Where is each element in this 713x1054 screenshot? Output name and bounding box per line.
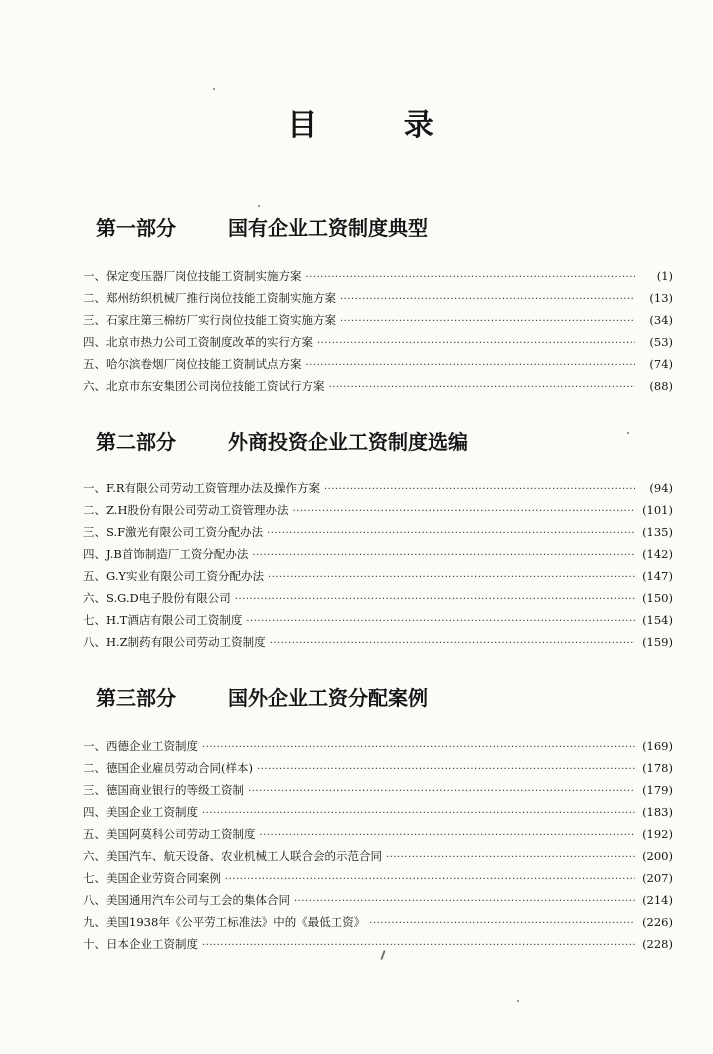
section-part-label: 第二部分: [96, 430, 176, 454]
dot-leader: [270, 638, 635, 649]
dot-leader: [324, 484, 635, 495]
toc-entry-page: (200): [642, 849, 673, 863]
dot-leader: [260, 830, 636, 841]
page-title: 目 录: [287, 108, 472, 143]
dot-leader: [317, 338, 635, 349]
toc-entry-page: (228): [642, 937, 673, 951]
toc-entry-page: (53): [649, 335, 673, 349]
toc-entry[interactable]: [83, 334, 673, 356]
dot-leader: [252, 550, 635, 561]
scan-speck: [517, 1000, 519, 1002]
toc-entry-page: (183): [642, 805, 673, 819]
toc-entry-title: 六、S.G.D电子股份有限公司: [83, 591, 231, 605]
toc-entry-page: (226): [642, 915, 673, 929]
toc-entry-title: 九、美国1938年《公平劳工标准法》中的《最低工资》: [83, 915, 366, 929]
toc-entry-title: 六、美国汽车、航天设备、农业机械工人联合会的示范合同: [83, 849, 382, 863]
toc-entry-page: (135): [642, 525, 673, 539]
dot-leader: [246, 616, 635, 627]
toc-entry-page: (74): [649, 357, 673, 371]
toc-entry-page: (147): [642, 569, 673, 583]
toc-entry-title: 五、G.Y实业有限公司工资分配办法: [83, 569, 265, 583]
toc-entry-title: 四、J.B首饰制造厂工资分配办法: [83, 547, 249, 561]
toc-entry-page: (169): [642, 739, 673, 753]
toc-entry-page: (88): [649, 379, 673, 393]
toc-entry-page: (179): [642, 783, 673, 797]
toc-entry[interactable]: [83, 356, 673, 378]
dot-leader: [202, 940, 635, 951]
dot-leader: [202, 808, 635, 819]
toc-entry-page: (94): [649, 481, 673, 495]
toc-entry-title: 二、Z.H股份有限公司劳动工资管理办法: [83, 503, 289, 517]
toc-entry-title: 一、保定变压器厂岗位技能工资制实施方案: [83, 269, 302, 283]
toc-entry-title: 一、F.R有限公司劳动工资管理办法及操作方案: [83, 481, 320, 495]
toc-entry-title: 六、北京市东安集团公司岗位技能工资试行方案: [83, 379, 325, 393]
toc-entry[interactable]: [83, 826, 673, 848]
dot-leader: [257, 764, 635, 775]
toc-entry[interactable]: [83, 590, 673, 612]
dot-leader: [306, 272, 636, 283]
toc-entry-page: (142): [642, 547, 673, 561]
toc-entry-title: 二、郑州纺织机械厂推行岗位技能工资制实施方案: [83, 291, 336, 305]
dot-leader: [340, 294, 635, 305]
dot-leader: [225, 874, 635, 885]
section-part-label: 第三部分: [96, 686, 176, 710]
section-part-1: [83, 212, 676, 393]
dot-leader: [294, 896, 635, 907]
toc-entry[interactable]: [83, 804, 673, 826]
toc-entry-page: (214): [642, 893, 673, 907]
toc-entry[interactable]: [83, 782, 673, 804]
toc-list: [83, 480, 673, 656]
toc-entry[interactable]: [83, 848, 673, 870]
toc-list: [83, 738, 673, 958]
toc-entry-title: 十、日本企业工资制度: [83, 937, 198, 951]
toc-entry[interactable]: [83, 738, 673, 760]
toc-entry[interactable]: [83, 760, 673, 782]
toc-entry-title: 四、北京市热力公司工资制度改革的实行方案: [83, 335, 313, 349]
dot-leader: [235, 594, 635, 605]
toc-entry-page: (207): [642, 871, 673, 885]
section-part-2: [83, 426, 676, 649]
toc-entry-page: (101): [642, 503, 673, 517]
toc-entry-title: 八、H.Z制药有限公司劳动工资制度: [83, 635, 266, 649]
toc-entry-page: (178): [642, 761, 673, 775]
section-name: 外商投资企业工资制度选编: [228, 430, 468, 454]
dot-leader: [369, 918, 635, 929]
dot-leader: [340, 316, 635, 327]
toc-entry-page: (13): [649, 291, 673, 305]
dot-leader: [248, 786, 635, 797]
toc-entry-title: 八、美国通用汽车公司与工会的集体合同: [83, 893, 290, 907]
dot-leader: [292, 506, 635, 517]
dot-leader: [268, 572, 635, 583]
toc-entry[interactable]: [83, 378, 673, 400]
section-heading: [96, 682, 676, 712]
toc-entry[interactable]: [83, 268, 673, 290]
scan-speck: [213, 88, 215, 90]
toc-entry[interactable]: [83, 634, 673, 656]
toc-entry-title: 三、石家庄第三棉纺厂实行岗位技能工资实施方案: [83, 313, 336, 327]
toc-entry-page: (34): [649, 313, 673, 327]
toc-entry[interactable]: [83, 936, 673, 958]
section-heading: [96, 212, 676, 242]
toc-entry-title: 三、S.F激光有限公司工资分配办法: [83, 525, 264, 539]
toc-entry[interactable]: [83, 870, 673, 892]
scan-speck: [258, 205, 260, 207]
toc-entry-page: (159): [642, 635, 673, 649]
toc-entry[interactable]: [83, 524, 673, 546]
section-part-label: 第一部分: [96, 216, 176, 240]
toc-entry-title: 二、德国企业雇员劳动合同(样本): [83, 761, 253, 775]
dot-leader: [202, 742, 635, 753]
toc-entry[interactable]: [83, 612, 673, 634]
toc-entry-page: (1): [656, 269, 673, 283]
toc-entry-title: 一、西德企业工资制度: [83, 739, 198, 753]
toc-entry-title: 三、德国商业银行的等级工资制: [83, 783, 244, 797]
section-name: 国外企业工资分配案例: [228, 686, 428, 710]
toc-entry-page: (154): [642, 613, 673, 627]
section-heading: [96, 426, 676, 456]
toc-entry[interactable]: [83, 502, 673, 524]
toc-entry-page: (150): [642, 591, 673, 605]
toc-list: [83, 268, 673, 400]
toc-entry-title: 四、美国企业工资制度: [83, 805, 198, 819]
dot-leader: [306, 360, 636, 371]
section-name: 国有企业工资制度典型: [228, 216, 428, 240]
scan-speck: [627, 432, 629, 434]
section-part-3: [83, 682, 676, 951]
toc-entry[interactable]: [83, 892, 673, 914]
toc-entry-title: 五、美国阿莫科公司劳动工资制度: [83, 827, 256, 841]
toc-entry-title: 七、美国企业劳资合同案例: [83, 871, 221, 885]
toc-entry[interactable]: [83, 480, 673, 502]
dot-leader: [329, 382, 636, 393]
dot-leader: [386, 852, 635, 863]
dot-leader: [267, 528, 635, 539]
toc-entry[interactable]: [83, 290, 673, 312]
toc-entry-page: (192): [642, 827, 673, 841]
toc-entry-title: 七、H.T酒店有限公司工资制度: [83, 613, 243, 627]
toc-entry[interactable]: [83, 312, 673, 334]
toc-entry[interactable]: [83, 914, 673, 936]
toc-entry[interactable]: [83, 546, 673, 568]
toc-entry[interactable]: [83, 568, 673, 590]
toc-entry-title: 五、哈尔滨卷烟厂岗位技能工资制试点方案: [83, 357, 302, 371]
